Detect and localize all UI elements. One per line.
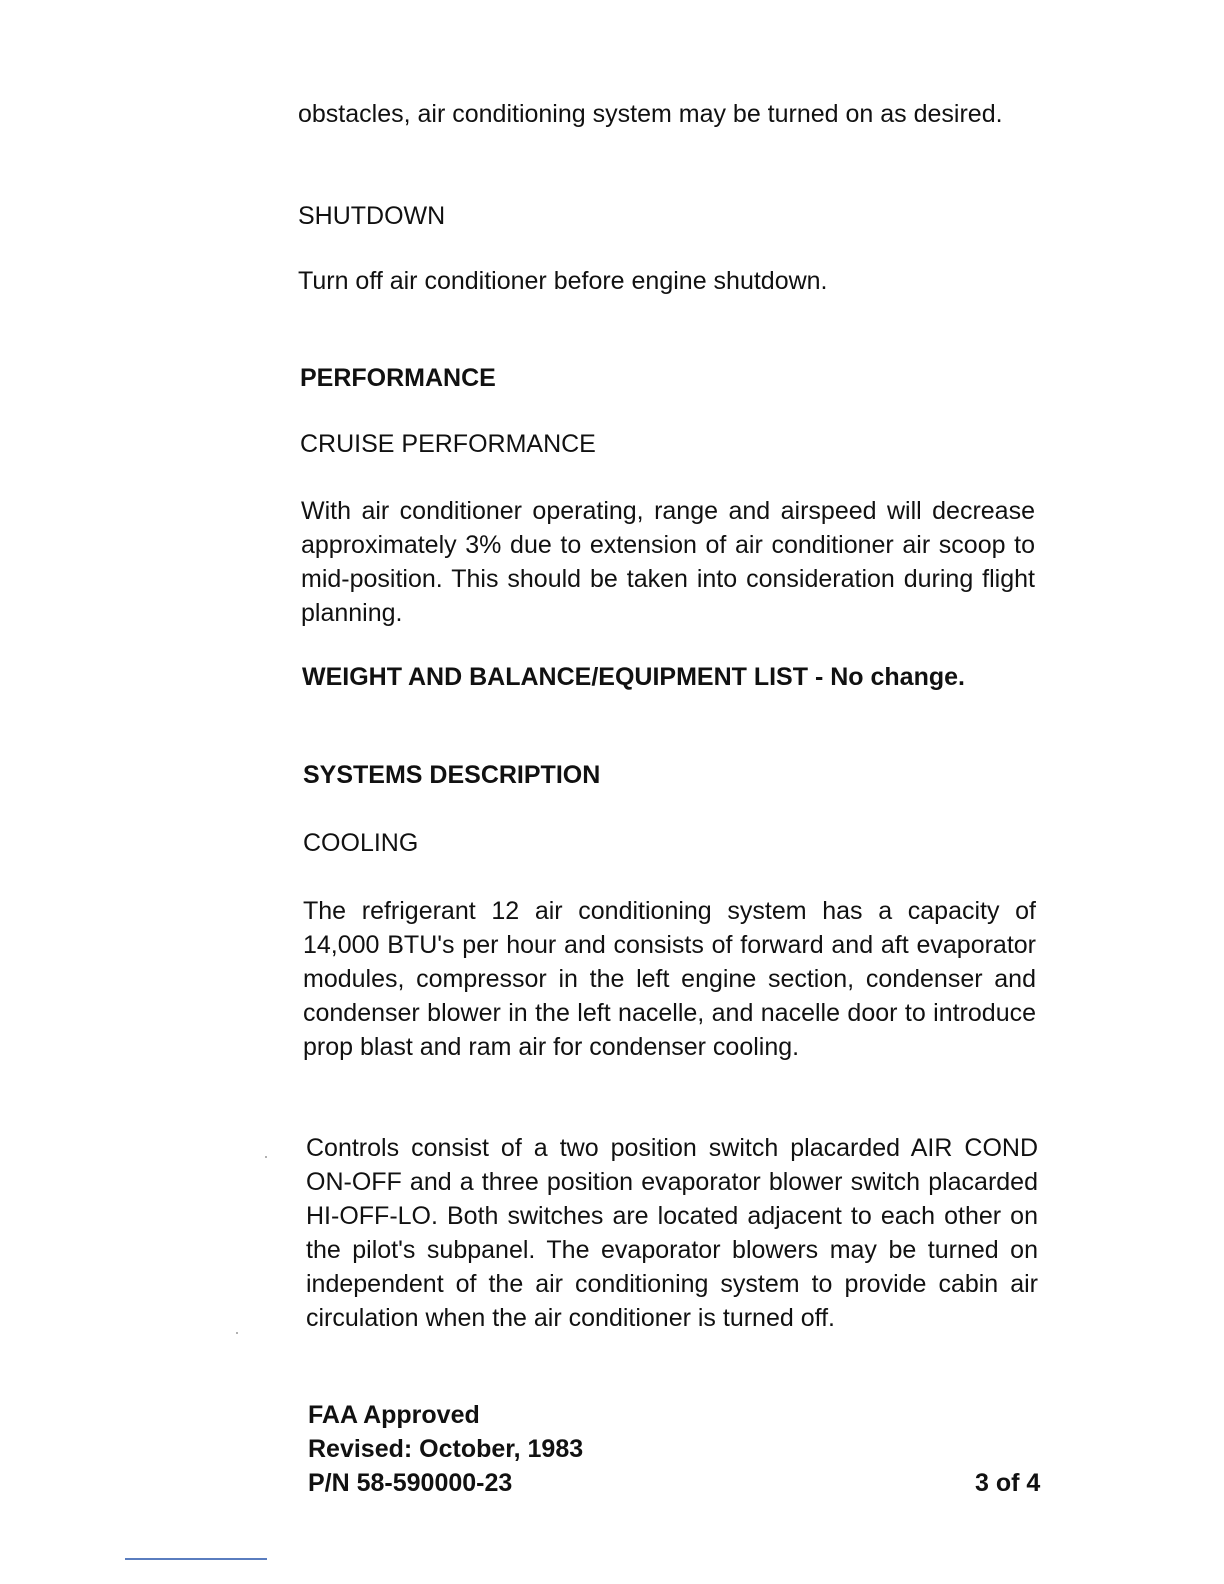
cruise-performance-heading: CRUISE PERFORMANCE: [300, 430, 596, 458]
cooling-heading: COOLING: [303, 829, 419, 857]
revision-date: Revised: October, 1983: [308, 1435, 584, 1463]
systems-description-heading: SYSTEMS DESCRIPTION: [303, 761, 601, 789]
footer-approval-block: [308, 1398, 583, 1500]
cooling-paragraph-1: The refrigerant 12 air conditioning system has a capacity of 14,000 BTU's per hour and consists of forward and aft evaporator modules, compressor in the left engine section, condenser and condenser blower in the left nacelle, and nacelle door to introduce prop blast and ram air for condenser cooling.: [303, 897, 1036, 1061]
shutdown-heading: SHUTDOWN: [298, 202, 446, 230]
bottom-rule: [125, 1558, 267, 1560]
cooling-paragraph-2: Controls consist of a two position switch placarded AIR COND ON-OFF and a three position evaporator blower switch placarded HI-OFF-LO. Both switches are located adjacent to each other on the pilot's subpanel. The evaporator blowers may be turned on independent of the air conditioning system to provide cabin air circulation when the air conditioner is turned off.: [306, 1134, 1038, 1332]
intro-paragraph: [298, 97, 1036, 131]
intro-paragraph-text: obstacles, air conditioning system may be turned on as desired.: [298, 100, 1003, 128]
faa-approved-label: FAA Approved: [308, 1401, 480, 1429]
page-number: 3 of 4: [975, 1469, 1041, 1497]
part-number: P/N 58-590000-23: [308, 1469, 513, 1497]
scan-speck: [265, 1156, 267, 1158]
shutdown-paragraph: Turn off air conditioner before engine shutdown.: [298, 267, 828, 295]
performance-heading: PERFORMANCE: [300, 364, 496, 392]
weight-balance-heading: WEIGHT AND BALANCE/EQUIPMENT LIST - No change.: [302, 663, 965, 691]
scan-speck: [236, 1332, 238, 1334]
cruise-performance-paragraph: With air conditioner operating, range and airspeed will decrease approximately 3% due to extension of air conditioner air scoop to mid-position. This should be taken into consideration during flight planning.: [301, 497, 1035, 627]
